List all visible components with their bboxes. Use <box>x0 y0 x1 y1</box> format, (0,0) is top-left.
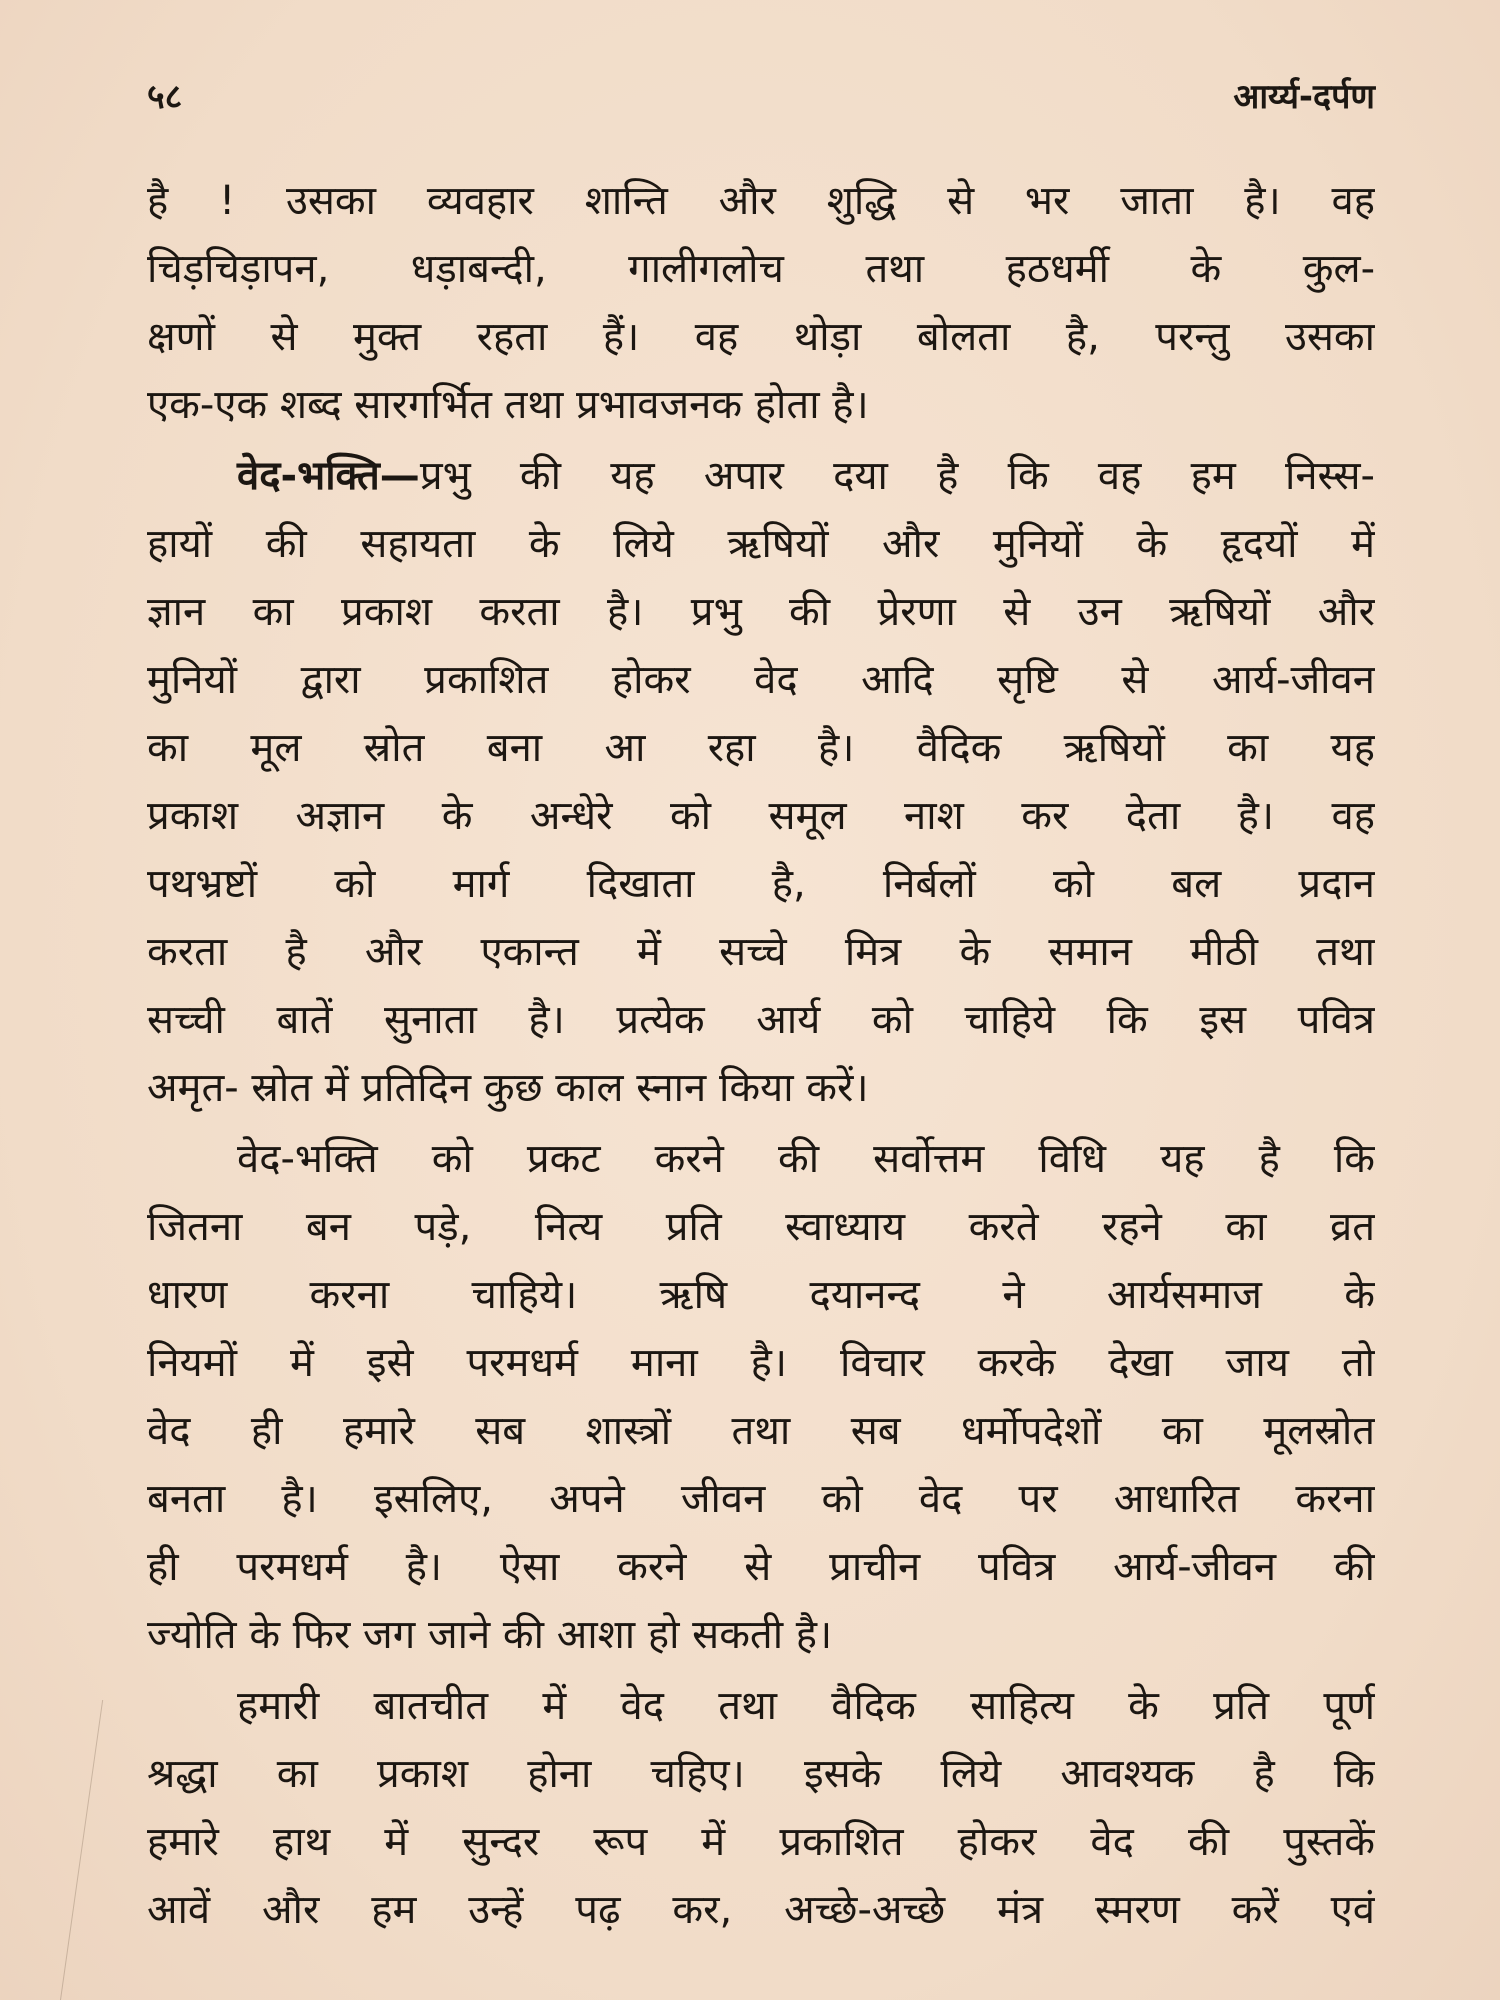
text-line: हमारे हाथ में सुन्दर रूप में प्रकाशित होकर वेद की पुस्तकें <box>147 1819 1375 1865</box>
text-line <box>147 442 1375 510</box>
text-line: श्रद्धा का प्रकाश होना चहिए। इसके लिये आवश्यक है कि <box>147 1751 1375 1797</box>
text-line: हायों की सहायता के लिये ऋषियों और मुनियों के हृदयों में <box>147 521 1375 567</box>
text-line: अमृत- स्रोत में प्रतिदिन कुछ काल स्नान किया करें। <box>147 1065 869 1111</box>
text-line: धारण करना चाहिये। ऋषि दयानन्द ने आर्यसमाज के <box>147 1272 1375 1318</box>
paragraph <box>147 1125 1375 1669</box>
text-line: ही परमधर्म है। ऐसा करने से प्राचीन पवित्र आर्य-जीवन की <box>147 1544 1375 1590</box>
text-line: का मूल स्रोत बना आ रहा है। वैदिक ऋषियों का यह <box>147 725 1375 771</box>
page-header <box>147 72 1375 122</box>
text-line: है ! उसका व्यवहार शान्ति और शुद्धि से भर जाता है। वह <box>147 178 1375 224</box>
paragraph <box>147 1672 1375 1944</box>
paragraph-veda-bhakti <box>147 442 1375 1122</box>
running-title: आर्य्य-दर्पण <box>1233 77 1375 117</box>
text-line: चिड़चिड़ापन, धड़ाबन्दी, गालीगलोच तथा हठधर्मी के कुल- <box>147 246 1375 292</box>
text-line: जितना बन पड़े, नित्य प्रति स्वाध्याय करते रहने का व्रत <box>147 1204 1375 1250</box>
text-line: वेद-भक्ति को प्रकट करने की सर्वोत्तम विधि यह है कि <box>237 1136 1375 1182</box>
text-line: बनता है। इसलिए, अपने जीवन को वेद पर आधारित करना <box>147 1476 1375 1522</box>
page-number: ५८ <box>147 77 183 117</box>
text-line: प्रकाश अज्ञान के अन्धेरे को समूल नाश कर देता है। वह <box>147 793 1375 839</box>
text-line: नियमों में इसे परमधर्म माना है। विचार करके देखा जाय तो <box>147 1340 1375 1386</box>
page-body <box>147 167 1375 1947</box>
text-line: क्षणों से मुक्त रहता हैं। वह थोड़ा बोलता है, परन्तु उसका <box>147 314 1375 360</box>
text-run: प्रभु की यह अपार दया है कि वह हम निस्स- <box>419 453 1375 499</box>
text-line: सच्ची बातें सुनाता है। प्रत्येक आर्य को चाहिये कि इस पवित्र <box>147 997 1375 1043</box>
text-line: पथभ्रष्टों को मार्ग दिखाता है, निर्बलों को बल प्रदान <box>147 861 1375 907</box>
section-heading: वेद-भक्ति— <box>237 453 420 499</box>
text-line: ज्ञान का प्रकाश करता है। प्रभु की प्रेरणा से उन ऋषियों और <box>147 589 1375 635</box>
text-line: मुनियों द्वारा प्रकाशित होकर वेद आदि सृष्टि से आर्य-जीवन <box>147 657 1375 703</box>
paragraph <box>147 167 1375 439</box>
text-line: हमारी बातचीत में वेद तथा वैदिक साहित्य के प्रति पूर्ण <box>237 1683 1375 1729</box>
text-line: ज्योति के फिर जग जाने की आशा हो सकती है। <box>147 1612 833 1658</box>
text-line: वेद ही हमारे सब शास्त्रों तथा सब धर्मोपदेशों का मूलस्रोत <box>147 1408 1375 1454</box>
text-line: आवें और हम उन्हें पढ़ कर, अच्छे-अच्छे मंत्र स्मरण करें एवं <box>147 1887 1375 1933</box>
page-fold-shadow <box>0 1700 103 2000</box>
text-line: एक-एक शब्द सारगर्भित तथा प्रभावजनक होता है। <box>147 382 869 428</box>
text-line: करता है और एकान्त में सच्चे मित्र के समान मीठी तथा <box>147 929 1375 975</box>
